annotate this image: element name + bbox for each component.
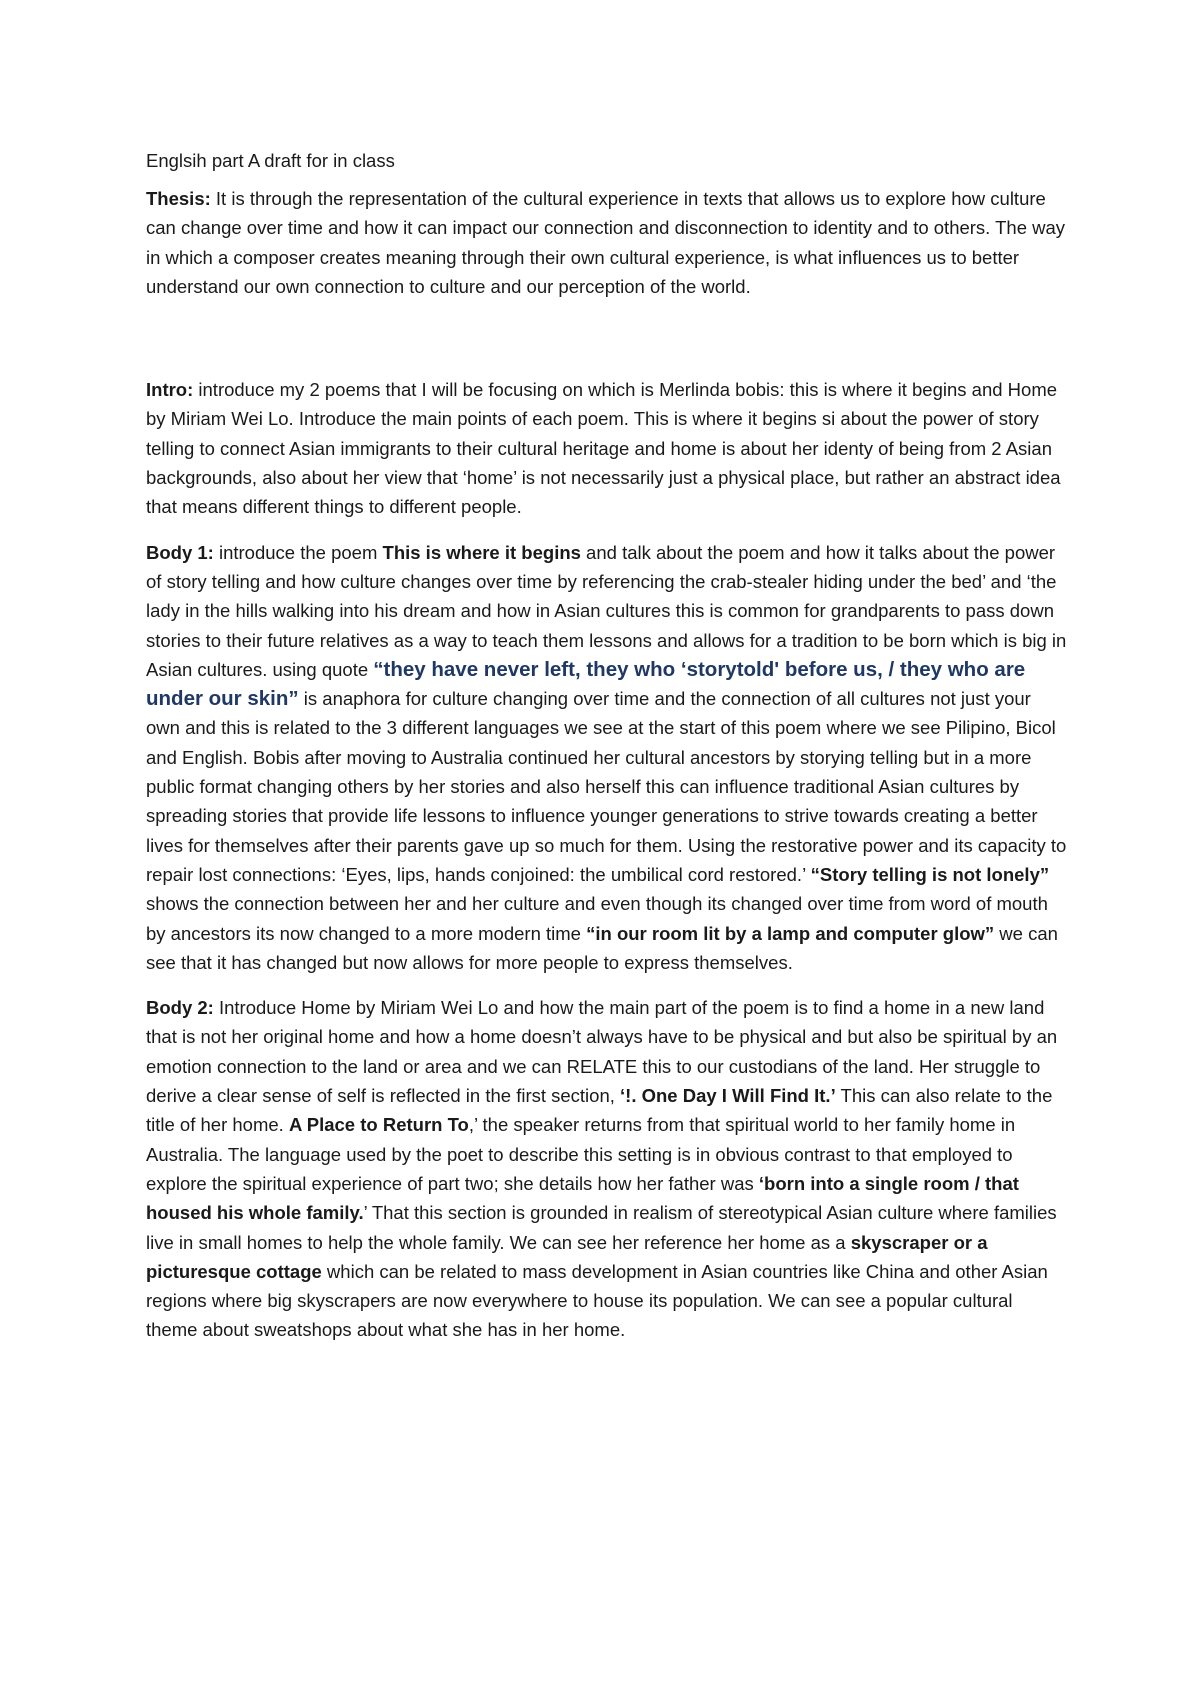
body1-bold-quote-1: “Story telling is not lonely” xyxy=(810,863,1050,885)
thesis-label: Thesis: xyxy=(146,188,211,209)
body1-paragraph xyxy=(146,538,1068,977)
body1-text-1: introduce the poem xyxy=(213,541,383,563)
body1-bold-quote-2: “in our room lit by a lamp and computer glow” xyxy=(586,922,995,944)
body2-bold-3: ‘born into a single room / that housed his whole family. xyxy=(146,1172,1019,1224)
intro-text: introduce my 2 poems that I will be focusing on which is Merlinda bobis: this is where it begins and Home by Miriam Wei Lo. Introduce the main points of each poem. This is where it begins si about the power of story telling to connect Asian immigrants to their cultural heritage and home is about her identy of being from 2 Asian backgrounds, also about her view that ‘home’ is not necessarily just a physical place, but rather an abstract idea that means different things to different people. xyxy=(146,379,1061,518)
intro-label: Intro: xyxy=(146,379,194,401)
body2-text-5: which can be related to mass development in Asian countries like China and other Asian regions where big skyscrapers are now everywhere to house its population. We can see a popular cultural theme about sweatshops about what she has in her home. xyxy=(146,1260,1048,1341)
thesis-text: It is through the representation of the cultural experience in texts that allows us to explore how culture can change over time and how it can impact our connection and disconnection to identity and to others. The way in which a composer creates meaning through their own cultural experience, is what influences us to better understand our own connection to culture and our perception of the world. xyxy=(146,188,1066,297)
body2-label: Body 2: xyxy=(146,997,214,1019)
document-title: Englsih part A draft for in class xyxy=(146,150,395,171)
body1-text-3: is anaphora for culture changing over time and the connection of all cultures not just your own and this is related to the 3 different languages we see at the start of this poem where we see Pilipino, Bicol and English. Bobis after moving to Australia continued her cultural ancestors by storying telling but in a more public format changing others by her stories and also herself this can influence traditional Asian cultures by spreading stories that provide life lessons to influence younger generations to strive towards creating a better lives for themselves after their parents gave up so much for them. Using the restorative power and its capacity to repair lost connections: ‘Eyes, lips, hands conjoined: the umbilical cord restored.’ xyxy=(146,688,1067,885)
body2-bold-4: skyscraper or a picturesque cottage xyxy=(146,1231,988,1282)
body2-text-1: Introduce Home by Miriam Wei Lo and how the main part of the poem is to find a home in a new land that is not her original home and how a home doesn’t always have to be physical and but also be spiritual by an emotion connection to the land or area and we can RELATE this to our custodians of the land. Her struggle to derive a clear sense of self is reflected in the first section, xyxy=(146,997,1058,1107)
body1-label: Body 1: xyxy=(146,541,214,563)
body1-text-2: and talk about the poem and how it talks about the power of story telling and how culture changes over time by referencing the crab-stealer hiding under the bed’ and ‘the lady in the hills walking into his dream and how in Asian cultures this is common for grandparents to pass down stories to their future relatives as a way to teach them lessons and allows for a tradition to be born which is big in Asian cultures. using quote xyxy=(146,541,1067,680)
body2-bold-1: ‘!. One Day I Will Find It.’ xyxy=(620,1085,836,1107)
thesis-paragraph xyxy=(146,184,1068,301)
body1-text-4: shows the connection between her and her culture and even though its changed over time from word of mouth by ancestors its now changed to a more modern time xyxy=(146,893,1048,944)
body2-bold-2: A Place to Return To xyxy=(288,1114,469,1136)
body1-highlight-quote: “they have never left, they who ‘storytold' before us, / they who are under our skin” xyxy=(146,657,1026,711)
body1-text-5: we can see that it has changed but now allows for more people to express themselves. xyxy=(146,922,1058,973)
body1-poem-title: This is where it begins xyxy=(382,541,581,563)
blank-space xyxy=(146,317,1068,375)
body2-paragraph xyxy=(146,993,1068,1345)
body2-text-4: ’ That this section is grounded in realism of stereotypical Asian culture where families live in small homes to help the whole family. We can see her reference her home as a xyxy=(146,1202,1057,1253)
intro-paragraph xyxy=(146,375,1068,521)
body2-text-3: ,’ the speaker returns from that spiritual world to her family home in Australia. The language used by the poet to describe this setting is in obvious contrast to that employed to explore the spiritual experience of part two; she details how her father was xyxy=(146,1114,1016,1194)
body2-text-2: This can also relate to the title of her home. xyxy=(146,1085,1053,1136)
